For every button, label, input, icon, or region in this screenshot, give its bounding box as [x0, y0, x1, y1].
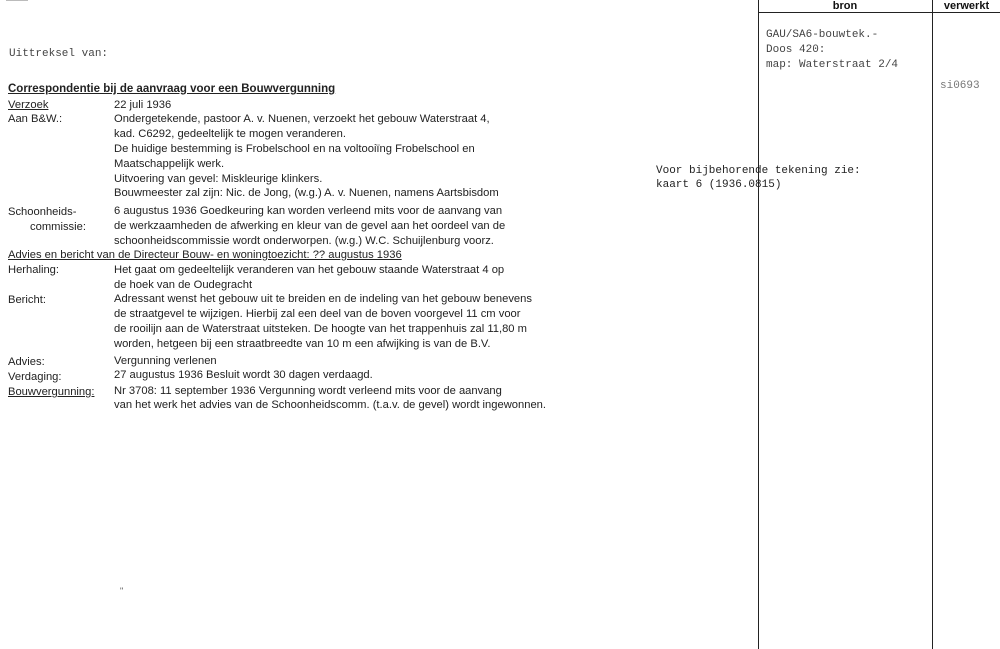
aan-bw-line: kad. C6292, gedeeltelijk te mogen veranderen. [114, 128, 346, 140]
advies-heading: Advies en bericht van de Directeur Bouw- en woningtoezicht: ?? augustus 1936 [8, 249, 402, 261]
aan-bw-label: Aan B&W.: [8, 113, 63, 125]
aan-bw-line: Maatschappelijk werk. [114, 158, 225, 170]
herhaling-label: Herhaling: [8, 264, 59, 276]
bericht-line: Adressant wenst het gebouw uit te breiden en de indeling van het gebouw benevens [114, 293, 532, 305]
drawing-note-line-1: Voor bijbehorende tekening zie: [656, 165, 861, 177]
bouwvergunning-line: Nr 3708: 11 september 1936 Vergunning wordt verleend mits voor de aanvang [114, 385, 502, 397]
bouwvergunning-label: Bouwvergunning: [8, 386, 95, 398]
verdaging-label: Verdaging: [8, 371, 62, 383]
schoonheid-label-2: commissie: [30, 221, 86, 233]
verzoek-label: Verzoek [8, 99, 49, 111]
source-line-2: Doos 420: [766, 44, 826, 56]
herhaling-line: de hoek van de Oudegracht [114, 279, 253, 291]
verdaging-text: 27 augustus 1936 Besluit wordt 30 dagen verdaagd. [114, 369, 373, 381]
aan-bw-line: Ondergetekende, pastoor A. v. Nuenen, verzoekt het gebouw Waterstraat 4, [114, 113, 490, 125]
bouwvergunning-line: van het werk het advies van de Schoonheidscomm. (t.a.v. de gevel) wordt ingewonnen. [114, 399, 546, 411]
schoonheid-line: 6 augustus 1936 Goedkeuring kan worden verleend mits voor de aanvang van [114, 205, 503, 217]
bericht-line: de straatgevel te wijzigen. Hierbij zal een deel van de boven voorgevel 11 cm voor [114, 308, 521, 320]
aan-bw-line: Bouwmeester zal zijn: Nic. de Jong, (w.g.) A. v. Nuenen, namens Aartsbisdom [114, 187, 499, 199]
verwerkt-code: si0693 [940, 80, 980, 92]
source-line-3: map: Waterstraat 2/4 [766, 59, 899, 71]
bericht-line: worden, hetgeen bij een straatbreedte van 10 m een afwijking is van de B.V. [114, 338, 491, 350]
herhaling-line: Het gaat om gedeeltelijk veranderen van het gebouw staande Waterstraat 4 op [114, 264, 505, 276]
advies-text: Vergunning verlenen [114, 355, 217, 367]
column-header-bron: bron [832, 0, 858, 12]
schoonheid-line: de werkzaamheden de afwerking en kleur van de gevel aan het oordeel van de [114, 220, 506, 232]
drawing-note-line-2: kaart 6 (1936.0815) [656, 179, 782, 191]
schoonheid-label-1: Schoonheids- [8, 206, 77, 218]
aan-bw-line: Uitvoering van gevel: Miskleurige klinkers. [114, 173, 323, 185]
aan-bw-line: De huidige bestemming is Frobelschool en na voltooiïng Frobelschool en [114, 143, 475, 155]
column-divider-left [758, 0, 759, 649]
schoonheid-line: schoonheidscommissie wordt onderworpen. (w.g.) W.C. Schuijlenburg voorz. [114, 235, 494, 247]
column-header-verwerkt: verwerkt [943, 0, 990, 12]
top-left-mark [6, 0, 28, 1]
bericht-line: de rooilijn aan de Waterstraat uitsteken. De hoogte van het trappenhuis zal 11,80 m [114, 323, 527, 335]
verzoek-date: 22 juli 1936 [114, 99, 172, 111]
column-divider-right [932, 0, 933, 649]
extract-label: Uittreksel van: [9, 48, 109, 60]
bericht-label: Bericht: [8, 294, 46, 306]
advies-label: Advies: [8, 356, 45, 368]
document-title: Correspondentie bij de aanvraag voor een Bouwvergunning [8, 83, 336, 95]
header-rule [758, 12, 1000, 13]
footer-mark: " [120, 586, 124, 596]
source-line-1: GAU/SA6-bouwtek.- [766, 29, 879, 41]
